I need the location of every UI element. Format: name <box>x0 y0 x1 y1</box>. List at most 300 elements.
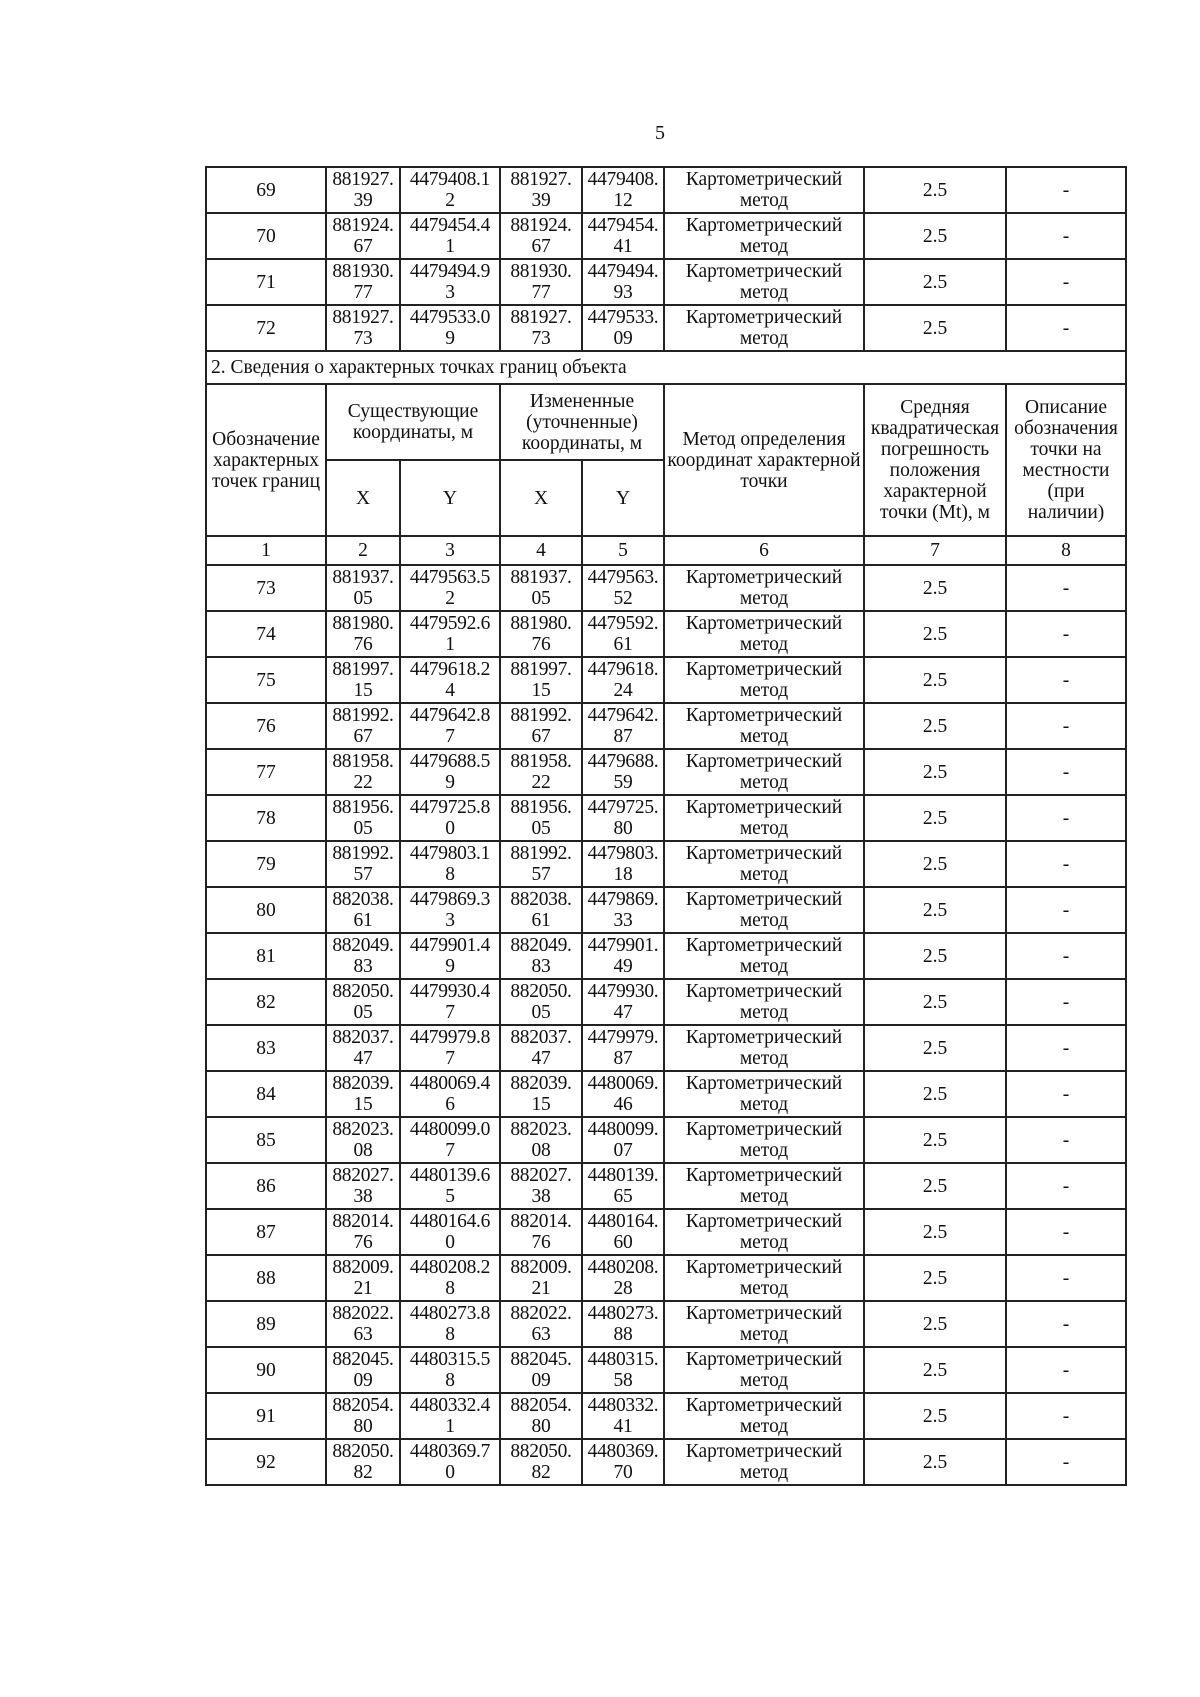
value-part: 28 <box>613 1278 633 1299</box>
method-line: Картометрический <box>685 843 843 864</box>
method-line: Картометрический <box>685 935 843 956</box>
y-existing <box>400 979 500 1025</box>
y-changed <box>582 841 664 887</box>
value-part: 83 <box>353 956 373 977</box>
header-y-existing: Y <box>400 460 500 536</box>
value-part: 881930. <box>510 261 572 282</box>
value-part: 881980. <box>510 613 572 634</box>
value-part: 881992. <box>510 843 572 864</box>
table-row <box>206 1071 1126 1117</box>
value-part: 87 <box>613 726 633 747</box>
method-line: метод <box>739 1416 789 1437</box>
error-value: 2.5 <box>864 703 1006 749</box>
value-part: 882009. <box>510 1257 572 1278</box>
value-part: 7 <box>445 1002 455 1023</box>
header-error: Средняя квадратическая погрешность положения характерной точки (Mt), м <box>864 384 1006 536</box>
y-existing <box>400 703 500 749</box>
column-number: 1 <box>206 536 326 565</box>
value-part: 2 <box>445 190 455 211</box>
x-existing <box>326 1209 400 1255</box>
value-part: 4479688.5 <box>409 751 491 772</box>
value-part: 4480208. <box>587 1257 659 1278</box>
x-existing <box>326 167 400 213</box>
method-line: Картометрический <box>685 307 843 328</box>
value-part: 4479533.0 <box>409 307 491 328</box>
header-existing-coords: Существующие координаты, м <box>326 384 500 460</box>
table-row <box>206 841 1126 887</box>
table-row <box>206 1209 1126 1255</box>
method-cell <box>664 259 864 305</box>
value-part: 9 <box>445 772 455 793</box>
value-part: 38 <box>531 1186 551 1207</box>
value-part: 882045. <box>510 1349 572 1370</box>
description-value: - <box>1006 795 1126 841</box>
value-part: 80 <box>353 1416 373 1437</box>
x-existing <box>326 213 400 259</box>
method-cell <box>664 1117 864 1163</box>
x-existing <box>326 1071 400 1117</box>
error-value: 2.5 <box>864 979 1006 1025</box>
value-part: 881924. <box>510 215 572 236</box>
x-existing <box>326 611 400 657</box>
value-part: 05 <box>353 588 373 609</box>
description-value: - <box>1006 305 1126 351</box>
table-row <box>206 167 1126 213</box>
value-part: 4 <box>445 680 455 701</box>
error-value: 2.5 <box>864 657 1006 703</box>
table-row <box>206 213 1126 259</box>
method-line: метод <box>739 726 789 747</box>
method-cell <box>664 749 864 795</box>
method-line: метод <box>739 1278 789 1299</box>
value-part: 4479869.3 <box>409 889 491 910</box>
value-part: 881956. <box>510 797 572 818</box>
value-part: 33 <box>613 910 633 931</box>
value-part: 881992. <box>332 705 394 726</box>
value-part: 4479979. <box>587 1027 659 1048</box>
y-changed <box>582 1439 664 1485</box>
value-part: 4479901.4 <box>409 935 491 956</box>
value-part: 0 <box>445 1232 455 1253</box>
value-part: 4479454.4 <box>409 215 491 236</box>
y-existing <box>400 305 500 351</box>
value-part: 881927. <box>510 307 572 328</box>
error-value: 2.5 <box>864 565 1006 611</box>
value-part: 7 <box>445 726 455 747</box>
table-row <box>206 565 1126 611</box>
y-existing <box>400 1439 500 1485</box>
header-changed-coords: Измененные (уточненные) координаты, м <box>500 384 664 460</box>
table-row <box>206 1163 1126 1209</box>
description-value: - <box>1006 611 1126 657</box>
method-line: Картометрический <box>685 1165 843 1186</box>
method-line: Картометрический <box>685 1349 843 1370</box>
value-part: 4480099. <box>587 1119 659 1140</box>
point-number: 91 <box>206 1393 326 1439</box>
x-existing <box>326 565 400 611</box>
value-part: 881992. <box>332 843 394 864</box>
value-part: 4479408. <box>587 169 659 190</box>
method-line: Картометрический <box>685 659 843 680</box>
method-line: метод <box>739 1462 789 1483</box>
x-changed <box>500 657 582 703</box>
value-part: 882049. <box>510 935 572 956</box>
table-row <box>206 611 1126 657</box>
column-number: 6 <box>664 536 864 565</box>
value-part: 6 <box>445 1094 455 1115</box>
y-existing <box>400 841 500 887</box>
value-part: 46 <box>613 1094 633 1115</box>
value-part: 59 <box>613 772 633 793</box>
x-changed <box>500 1347 582 1393</box>
x-changed <box>500 933 582 979</box>
value-part: 4479494.9 <box>409 261 491 282</box>
method-line: Картометрический <box>685 215 843 236</box>
description-value: - <box>1006 887 1126 933</box>
value-part: 57 <box>531 864 551 885</box>
value-part: 08 <box>353 1140 373 1161</box>
value-part: 77 <box>531 282 551 303</box>
table-row <box>206 1393 1126 1439</box>
value-part: 4479930. <box>587 981 659 1002</box>
value-part: 05 <box>353 818 373 839</box>
value-part: 4480315. <box>587 1349 659 1370</box>
value-part: 881927. <box>510 169 572 190</box>
value-part: 0 <box>445 818 455 839</box>
value-part: 1 <box>445 1416 455 1437</box>
x-changed <box>500 1255 582 1301</box>
y-existing <box>400 933 500 979</box>
value-part: 39 <box>353 190 373 211</box>
value-part: 15 <box>531 680 551 701</box>
x-changed <box>500 887 582 933</box>
value-part: 67 <box>531 236 551 257</box>
y-existing <box>400 1255 500 1301</box>
value-part: 49 <box>613 956 633 977</box>
x-changed <box>500 259 582 305</box>
value-part: 09 <box>613 328 633 349</box>
value-part: 882009. <box>332 1257 394 1278</box>
header-x-changed: X <box>500 460 582 536</box>
value-part: 3 <box>445 282 455 303</box>
value-part: 882023. <box>332 1119 394 1140</box>
error-value: 2.5 <box>864 1393 1006 1439</box>
value-part: 4479869. <box>587 889 659 910</box>
x-changed <box>500 213 582 259</box>
value-part: 2 <box>445 588 455 609</box>
method-cell <box>664 795 864 841</box>
error-value: 2.5 <box>864 1439 1006 1485</box>
error-value: 2.5 <box>864 259 1006 305</box>
x-changed <box>500 1163 582 1209</box>
value-part: 882022. <box>510 1303 572 1324</box>
method-cell <box>664 841 864 887</box>
value-part: 67 <box>353 236 373 257</box>
value-part: 9 <box>445 956 455 977</box>
x-changed <box>500 1209 582 1255</box>
method-line: Картометрический <box>685 1303 843 1324</box>
value-part: 882050. <box>332 1441 394 1462</box>
value-part: 82 <box>531 1462 551 1483</box>
x-existing <box>326 979 400 1025</box>
x-existing <box>326 305 400 351</box>
description-value: - <box>1006 1301 1126 1347</box>
header-method: Метод определения координат характерной точки <box>664 384 864 536</box>
value-part: 76 <box>353 1232 373 1253</box>
rows-after-section <box>206 565 1126 1485</box>
description-value: - <box>1006 1393 1126 1439</box>
method-line: метод <box>739 1048 789 1069</box>
x-changed <box>500 979 582 1025</box>
method-line: метод <box>739 1370 789 1391</box>
value-part: 881937. <box>510 567 572 588</box>
table-row <box>206 887 1126 933</box>
x-changed <box>500 1301 582 1347</box>
y-existing <box>400 1117 500 1163</box>
value-part: 7 <box>445 1140 455 1161</box>
table-row <box>206 703 1126 749</box>
method-line: метод <box>739 1186 789 1207</box>
method-line: метод <box>739 956 789 977</box>
y-changed <box>582 611 664 657</box>
x-existing <box>326 841 400 887</box>
value-part: 881924. <box>332 215 394 236</box>
y-changed <box>582 795 664 841</box>
method-line: метод <box>739 910 789 931</box>
method-line: Картометрический <box>685 1211 843 1232</box>
value-part: 881937. <box>332 567 394 588</box>
value-part: 61 <box>353 910 373 931</box>
value-part: 4480164. <box>587 1211 659 1232</box>
y-existing <box>400 259 500 305</box>
value-part: 4480208.2 <box>409 1257 491 1278</box>
x-existing <box>326 1255 400 1301</box>
error-value: 2.5 <box>864 611 1006 657</box>
value-part: 4479533. <box>587 307 659 328</box>
boundary-points-table <box>205 166 1127 1486</box>
method-line: Картометрический <box>685 261 843 282</box>
value-part: 882050. <box>332 981 394 1002</box>
value-part: 47 <box>353 1048 373 1069</box>
value-part: 22 <box>353 772 373 793</box>
y-existing <box>400 1393 500 1439</box>
value-part: 15 <box>531 1094 551 1115</box>
value-part: 882039. <box>510 1073 572 1094</box>
table-row <box>206 795 1126 841</box>
column-number: 5 <box>582 536 664 565</box>
section-title: 2. Сведения о характерных точках границ объекта <box>206 351 1126 384</box>
header-x-existing: X <box>326 460 400 536</box>
method-line: метод <box>739 282 789 303</box>
value-part: 5 <box>445 1186 455 1207</box>
value-part: 4479930.4 <box>409 981 491 1002</box>
y-changed <box>582 1209 664 1255</box>
value-part: 881930. <box>332 261 394 282</box>
value-part: 882054. <box>510 1395 572 1416</box>
value-part: 4480139. <box>587 1165 659 1186</box>
value-part: 4479725.8 <box>409 797 491 818</box>
method-line: Картометрический <box>685 567 843 588</box>
description-value: - <box>1006 1439 1126 1485</box>
point-number: 79 <box>206 841 326 887</box>
value-part: 881997. <box>332 659 394 680</box>
value-part: 09 <box>531 1370 551 1391</box>
value-part: 05 <box>531 818 551 839</box>
description-value: - <box>1006 1025 1126 1071</box>
error-value: 2.5 <box>864 1209 1006 1255</box>
description-value: - <box>1006 933 1126 979</box>
point-number: 83 <box>206 1025 326 1071</box>
method-line: Картометрический <box>685 1027 843 1048</box>
value-part: 15 <box>353 680 373 701</box>
x-changed <box>500 749 582 795</box>
method-line: метод <box>739 818 789 839</box>
header-description: Описание обозначения точки на местности (при наличии) <box>1006 384 1126 536</box>
value-part: 8 <box>445 1278 455 1299</box>
method-line: метод <box>739 864 789 885</box>
table-row <box>206 749 1126 795</box>
value-part: 882023. <box>510 1119 572 1140</box>
description-value: - <box>1006 1347 1126 1393</box>
description-value: - <box>1006 259 1126 305</box>
value-part: 4479563. <box>587 567 659 588</box>
description-value: - <box>1006 1117 1126 1163</box>
point-number: 75 <box>206 657 326 703</box>
method-cell <box>664 887 864 933</box>
point-number: 70 <box>206 213 326 259</box>
error-value: 2.5 <box>864 167 1006 213</box>
value-part: 93 <box>613 282 633 303</box>
value-part: 4479642. <box>587 705 659 726</box>
error-value: 2.5 <box>864 1301 1006 1347</box>
error-value: 2.5 <box>864 795 1006 841</box>
y-existing <box>400 167 500 213</box>
value-part: 4480069.4 <box>409 1073 491 1094</box>
value-part: 882027. <box>332 1165 394 1186</box>
value-part: 882045. <box>332 1349 394 1370</box>
method-line: метод <box>739 1232 789 1253</box>
description-value: - <box>1006 565 1126 611</box>
x-changed <box>500 1025 582 1071</box>
method-cell <box>664 1025 864 1071</box>
value-part: 4479688. <box>587 751 659 772</box>
value-part: 882037. <box>510 1027 572 1048</box>
value-part: 21 <box>531 1278 551 1299</box>
value-part: 12 <box>613 190 633 211</box>
error-value: 2.5 <box>864 213 1006 259</box>
method-cell <box>664 1393 864 1439</box>
value-part: 4480369.7 <box>409 1441 491 1462</box>
method-line: Картометрический <box>685 981 843 1002</box>
point-number: 90 <box>206 1347 326 1393</box>
y-changed <box>582 657 664 703</box>
method-line: метод <box>739 634 789 655</box>
value-part: 4480164.6 <box>409 1211 491 1232</box>
y-changed <box>582 1301 664 1347</box>
table-row <box>206 259 1126 305</box>
point-number: 84 <box>206 1071 326 1117</box>
y-changed <box>582 1163 664 1209</box>
y-changed <box>582 259 664 305</box>
error-value: 2.5 <box>864 1025 1006 1071</box>
point-number: 89 <box>206 1301 326 1347</box>
method-cell <box>664 1163 864 1209</box>
x-existing <box>326 1301 400 1347</box>
method-cell <box>664 1347 864 1393</box>
description-value: - <box>1006 703 1126 749</box>
x-existing <box>326 1439 400 1485</box>
method-line: метод <box>739 190 789 211</box>
value-part: 8 <box>445 1370 455 1391</box>
method-line: метод <box>739 1140 789 1161</box>
value-part: 63 <box>531 1324 551 1345</box>
value-part: 67 <box>353 726 373 747</box>
value-part: 7 <box>445 1048 455 1069</box>
x-existing <box>326 1025 400 1071</box>
method-line: Картометрический <box>685 1395 843 1416</box>
value-part: 4480332.4 <box>409 1395 491 1416</box>
value-part: 09 <box>353 1370 373 1391</box>
value-part: 80 <box>613 818 633 839</box>
y-changed <box>582 1025 664 1071</box>
error-value: 2.5 <box>864 841 1006 887</box>
value-part: 4479642.8 <box>409 705 491 726</box>
y-changed <box>582 167 664 213</box>
value-part: 76 <box>531 634 551 655</box>
table-row <box>206 1439 1126 1485</box>
value-part: 881997. <box>510 659 572 680</box>
y-changed <box>582 305 664 351</box>
method-line: Картометрический <box>685 797 843 818</box>
y-existing <box>400 1071 500 1117</box>
value-part: 65 <box>613 1186 633 1207</box>
error-value: 2.5 <box>864 887 1006 933</box>
method-line: метод <box>739 588 789 609</box>
method-cell <box>664 1209 864 1255</box>
value-part: 4479725. <box>587 797 659 818</box>
method-line: Картометрический <box>685 1257 843 1278</box>
y-existing <box>400 795 500 841</box>
y-changed <box>582 1347 664 1393</box>
x-changed <box>500 167 582 213</box>
column-number: 3 <box>400 536 500 565</box>
y-changed <box>582 703 664 749</box>
y-existing <box>400 657 500 703</box>
value-part: 73 <box>531 328 551 349</box>
x-existing <box>326 259 400 305</box>
column-number: 8 <box>1006 536 1126 565</box>
description-value: - <box>1006 1209 1126 1255</box>
value-part: 82 <box>353 1462 373 1483</box>
method-cell <box>664 213 864 259</box>
x-existing <box>326 703 400 749</box>
value-part: 4480315.5 <box>409 1349 491 1370</box>
value-part: 57 <box>353 864 373 885</box>
value-part: 18 <box>613 864 633 885</box>
point-number: 87 <box>206 1209 326 1255</box>
error-value: 2.5 <box>864 933 1006 979</box>
y-changed <box>582 749 664 795</box>
table-row <box>206 1347 1126 1393</box>
x-existing <box>326 933 400 979</box>
method-line: метод <box>739 680 789 701</box>
value-part: 67 <box>531 726 551 747</box>
value-part: 882050. <box>510 981 572 1002</box>
y-existing <box>400 565 500 611</box>
x-existing <box>326 1347 400 1393</box>
method-cell <box>664 933 864 979</box>
description-value: - <box>1006 979 1126 1025</box>
